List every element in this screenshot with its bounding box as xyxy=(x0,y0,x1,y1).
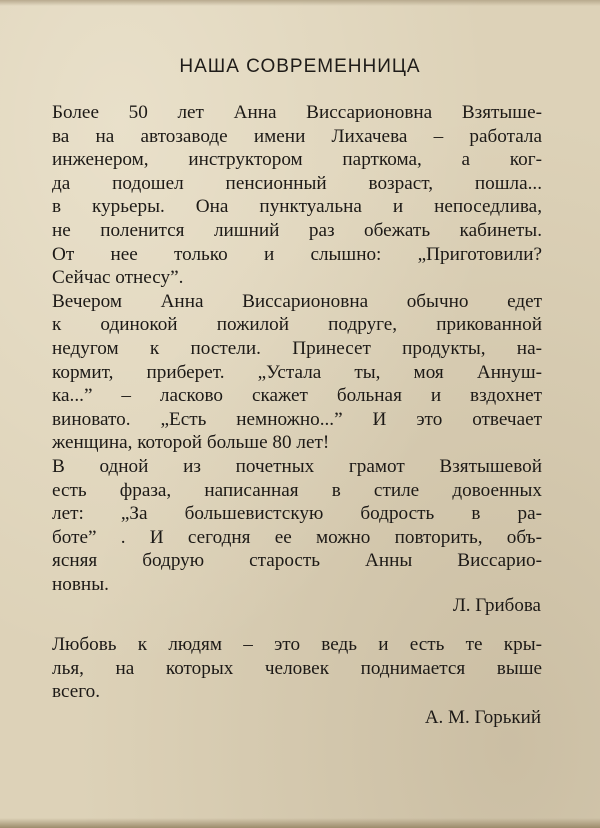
article-line: новны. xyxy=(52,573,109,595)
article-line: к одинокой пожилой подруге, прикованной xyxy=(52,314,542,336)
article-line: ясняя бодрую старость Анны Виссарио- xyxy=(52,550,542,572)
quote-line: всего. xyxy=(52,681,100,703)
page-bottom-edge xyxy=(0,818,600,828)
quote-author: А. М. Горький xyxy=(424,707,541,728)
article-line: кормит, приберет. „Устала ты, моя Аннуш- xyxy=(52,361,542,383)
article-line: недугом к постели. Принесет продукты, на- xyxy=(52,337,542,359)
article-line: ва на автозаводе имени Лихачева – работала xyxy=(52,125,542,147)
article-line: боте” . И сегодня ее можно повторить, объ- xyxy=(52,526,542,548)
article-line: в курьеры. Она пунктуальна и непоседлива, xyxy=(52,196,542,218)
section-heading: НАША СОВРЕМЕННИЦА xyxy=(179,56,421,77)
article-line: ка...” – ласково скажет больная и вздохнет xyxy=(52,385,542,407)
article-line: лет: „За большевистскую бодрость в ра- xyxy=(52,503,542,525)
article-line: Более 50 лет Анна Виссарионовна Взятыше- xyxy=(52,102,542,123)
article-signature: Л. Грибова xyxy=(452,595,541,616)
article-line: В одной из почетных грамот Взятышевой xyxy=(52,455,542,477)
epigraph-quote xyxy=(52,633,542,704)
article-line: Сейчас отнесу”. xyxy=(52,267,184,289)
article-line: да подошел пенсионный возраст, пошла... xyxy=(52,172,542,194)
article-line: есть фраза, написанная в стиле довоенных xyxy=(52,479,542,501)
article-body xyxy=(52,101,542,596)
quote-line: Любовь к людям – это ведь и есть те кры- xyxy=(52,634,542,655)
article-line: Вечером Анна Виссарионовна обычно едет xyxy=(52,290,542,312)
quote-line: лья, на которых человек поднимается выше xyxy=(52,657,542,679)
article-line: От нее только и слышно: „Приготовили? xyxy=(52,243,542,265)
article-line: виновато. „Есть немножно...” И это отвечает xyxy=(52,408,542,430)
show-through-texture xyxy=(58,722,548,766)
page-top-edge xyxy=(0,0,600,6)
article-line: инженером, инструктором парткома, а ког- xyxy=(52,149,542,171)
article-line: женщина, которой больше 80 лет! xyxy=(52,432,330,454)
article-line: не поленится лишний раз обежать кабинеты. xyxy=(52,219,542,241)
